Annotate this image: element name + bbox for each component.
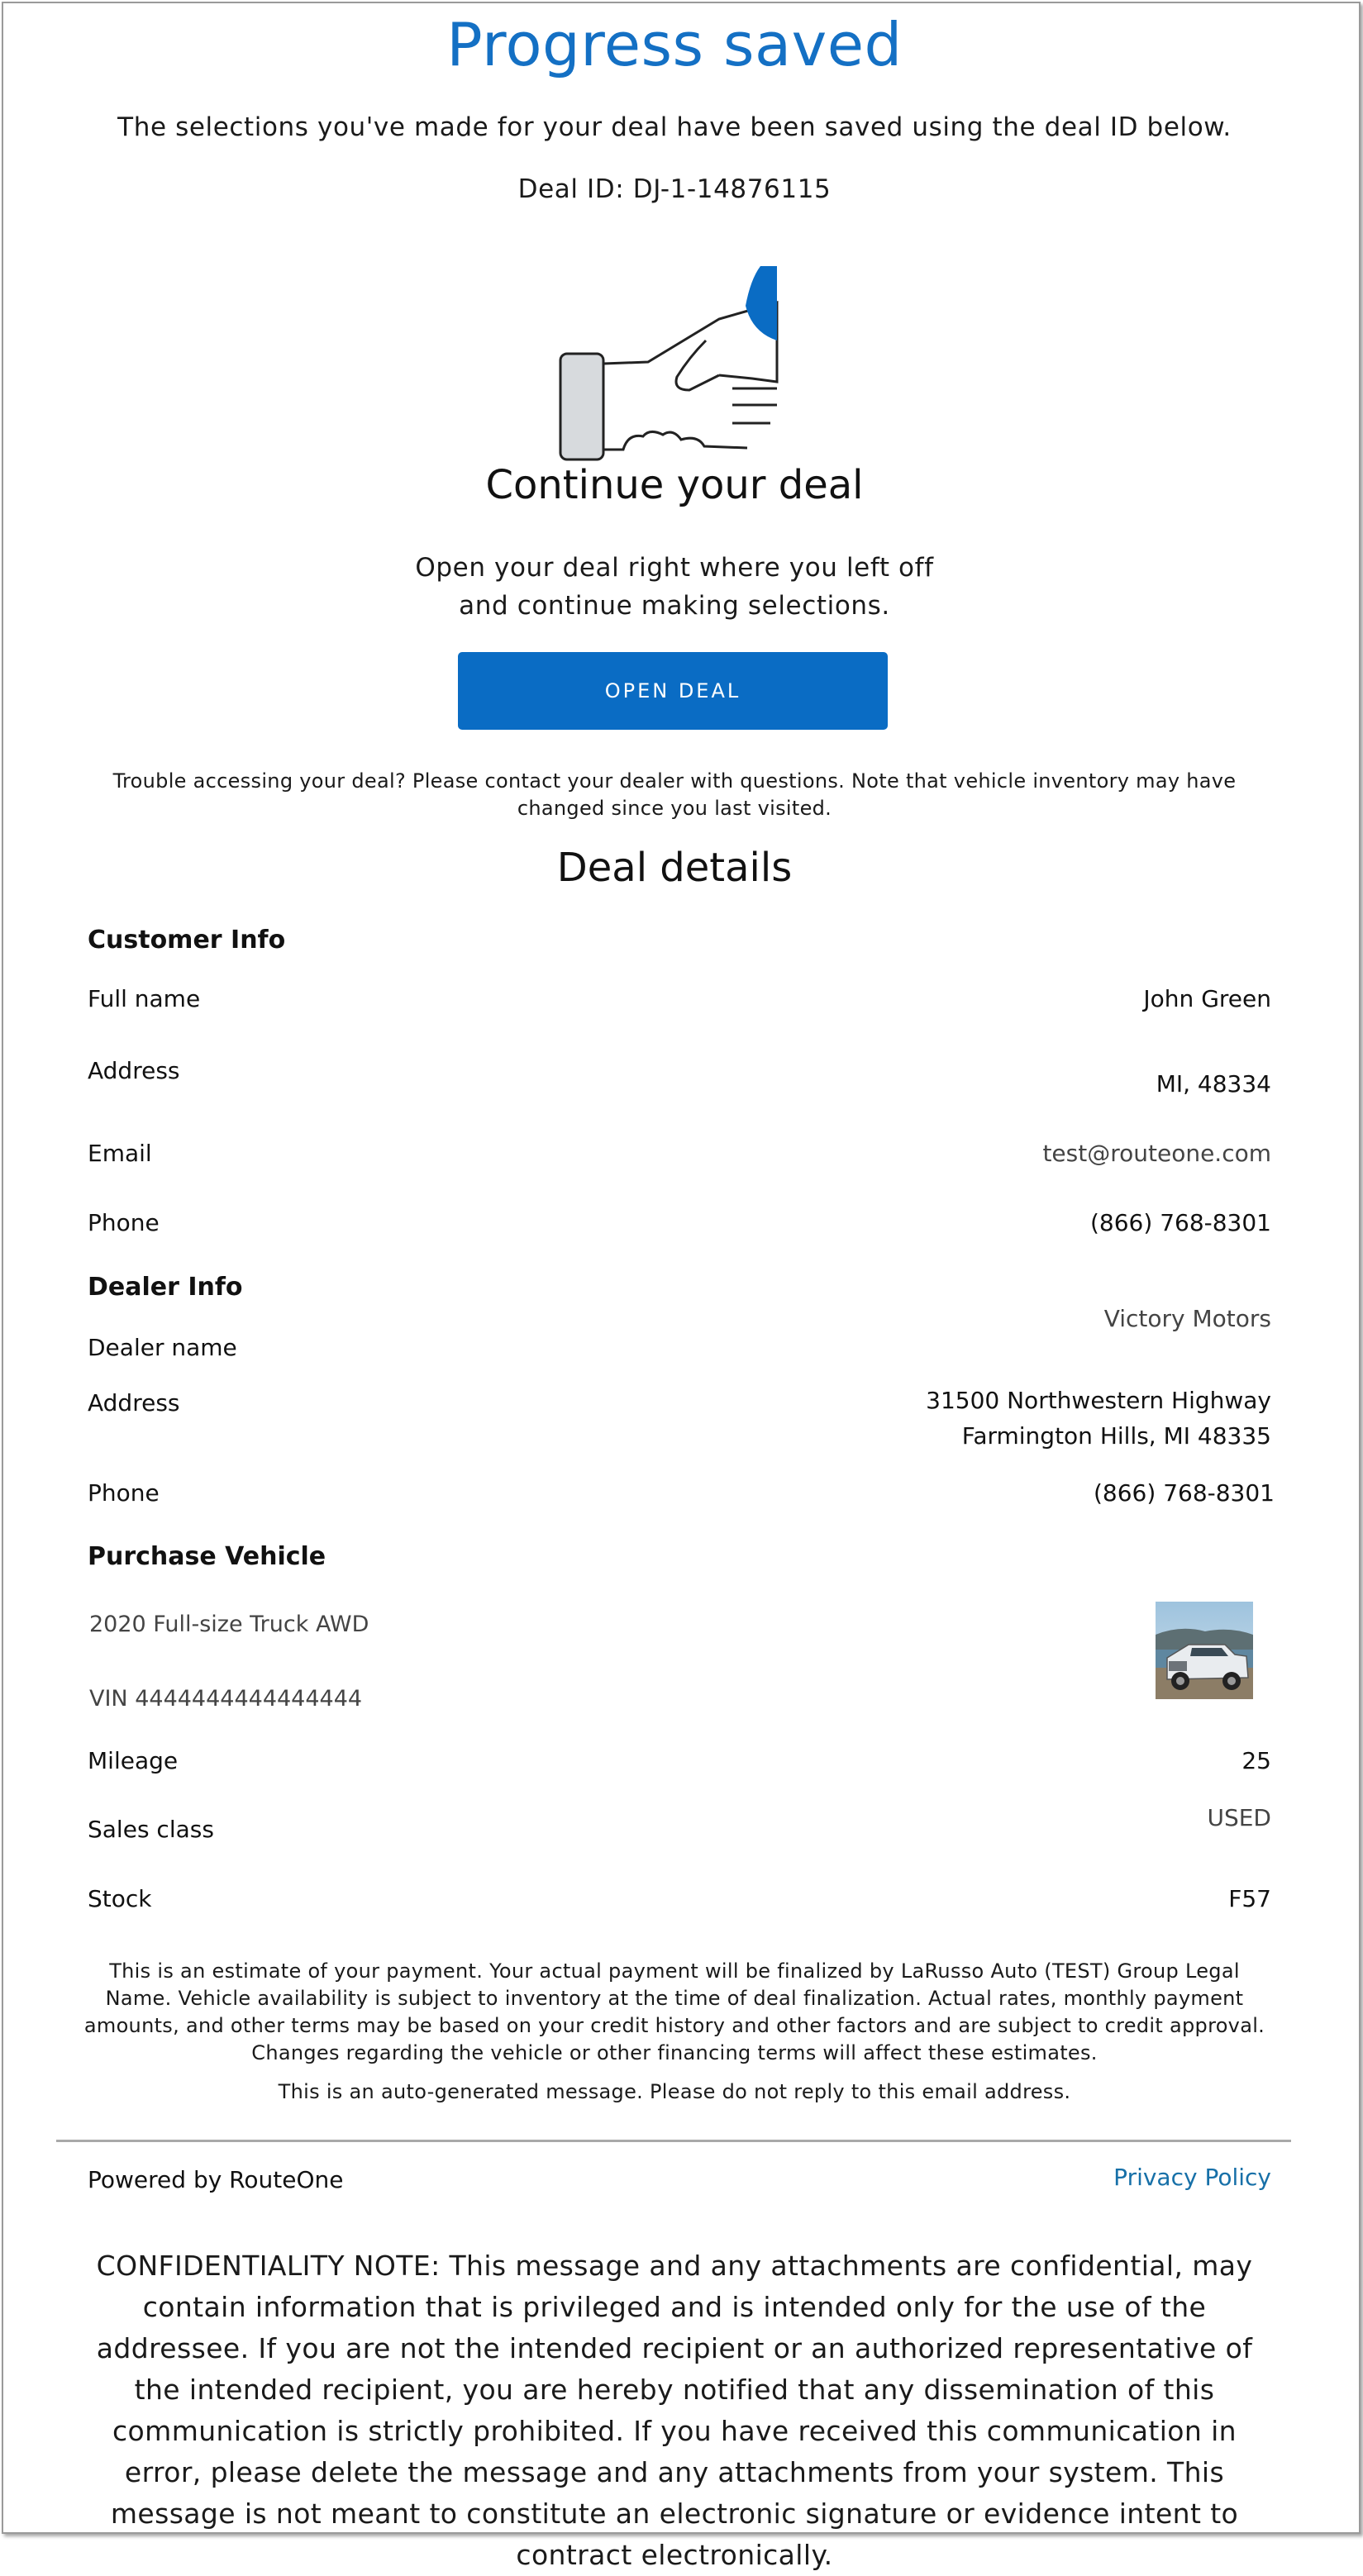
dealer-phone-value[interactable]: (866) 768-8301 xyxy=(1094,1479,1275,1507)
full-name-label: Full name xyxy=(88,985,201,1012)
dealer-phone-label: Phone xyxy=(88,1479,160,1507)
auto-generated-note: This is an auto-generated message. Please do not reply to this email address. xyxy=(278,2080,1071,2103)
sales-class-value: USED xyxy=(1207,1804,1271,1831)
dealer-name-label: Dealer name xyxy=(88,1334,237,1361)
dealer-address-line-1: 31500 Northwestern Highway xyxy=(926,1387,1271,1414)
vehicle-vin: VIN 4444444444444444 xyxy=(89,1686,363,1712)
page-title: Progress saved xyxy=(446,10,903,79)
sales-class-label: Sales class xyxy=(88,1816,214,1843)
mileage-label: Mileage xyxy=(88,1747,179,1774)
continue-line-2: and continue making selections. xyxy=(459,591,890,621)
dealer-address-line-2: Farmington Hills, MI 48335 xyxy=(961,1422,1271,1450)
deal-details-heading: Deal details xyxy=(556,845,793,891)
handshake-icon xyxy=(557,266,789,464)
dealer-name-value: Victory Motors xyxy=(1103,1305,1271,1332)
email-value[interactable]: test@routeone.com xyxy=(1042,1140,1271,1167)
truck-thumbnail xyxy=(1156,1602,1253,1699)
customer-phone-value[interactable]: (866) 768-8301 xyxy=(1090,1209,1271,1236)
payment-disclaimer: This is an estimate of your payment. Your actual payment will be finalized by LaRusso Auto (TEST) Group Legal Name. Vehicle availability is subject to inventory at the time of deal finalization. Actual rates, monthly payment amounts, and other terms may be based on your credit history and other factors and are subject to credit approval. Changes regarding the vehicle or other financing terms will affect these estimates. xyxy=(83,1959,1265,2064)
saved-message: The selections you've made for your deal have been saved using the deal ID below. xyxy=(117,112,1232,142)
customer-info-heading: Customer Info xyxy=(88,926,286,955)
continue-line-1: Open your deal right where you left off xyxy=(415,553,934,583)
dealer-address-value xyxy=(926,1383,1271,1454)
footer-divider xyxy=(56,2140,1291,2142)
purchase-vehicle-heading: Purchase Vehicle xyxy=(88,1542,326,1571)
mileage-value: 25 xyxy=(1241,1747,1271,1774)
stock-value: F57 xyxy=(1228,1885,1271,1912)
open-deal-button[interactable]: OPEN DEAL xyxy=(458,652,888,730)
powered-by: Powered by RouteOne xyxy=(88,2166,344,2193)
confidentiality-note: CONFIDENTIALITY NOTE: This message and any attachments are confidential, may contain information that is privileged and is intended only for the use of the addressee. If you are not the intended recipient or an authorized representative of the intended recipient, you are hereby notified that any dissemination of this communication is strictly prohibited. If you have received this communication in error, please delete the message and any attachments from your system. This message is not meant to constitute an electronic signature or evidence intent to contract electronically. xyxy=(96,2250,1253,2571)
trouble-note: Trouble accessing your deal? Please contact your dealer with questions. Note that vehicle inventory may have changed since you last visited. xyxy=(112,769,1237,820)
privacy-policy-link[interactable]: Privacy Policy xyxy=(1113,2164,1271,2191)
dealer-address-label: Address xyxy=(88,1389,180,1417)
customer-address-label: Address xyxy=(88,1057,180,1084)
email-label: Email xyxy=(88,1140,152,1167)
continue-heading: Continue your deal xyxy=(485,462,864,508)
deal-id: Deal ID: DJ-1-14876115 xyxy=(517,174,832,204)
stock-label: Stock xyxy=(88,1885,152,1912)
full-name-value: John Green xyxy=(1143,985,1271,1012)
customer-phone-label: Phone xyxy=(88,1209,160,1236)
continue-description xyxy=(3,549,1346,625)
dealer-info-heading: Dealer Info xyxy=(88,1273,243,1302)
email-frame xyxy=(2,2,1361,2571)
vehicle-description: 2020 Full-size Truck AWD xyxy=(89,1612,369,1637)
customer-address-value: MI, 48334 xyxy=(1156,1070,1271,1098)
